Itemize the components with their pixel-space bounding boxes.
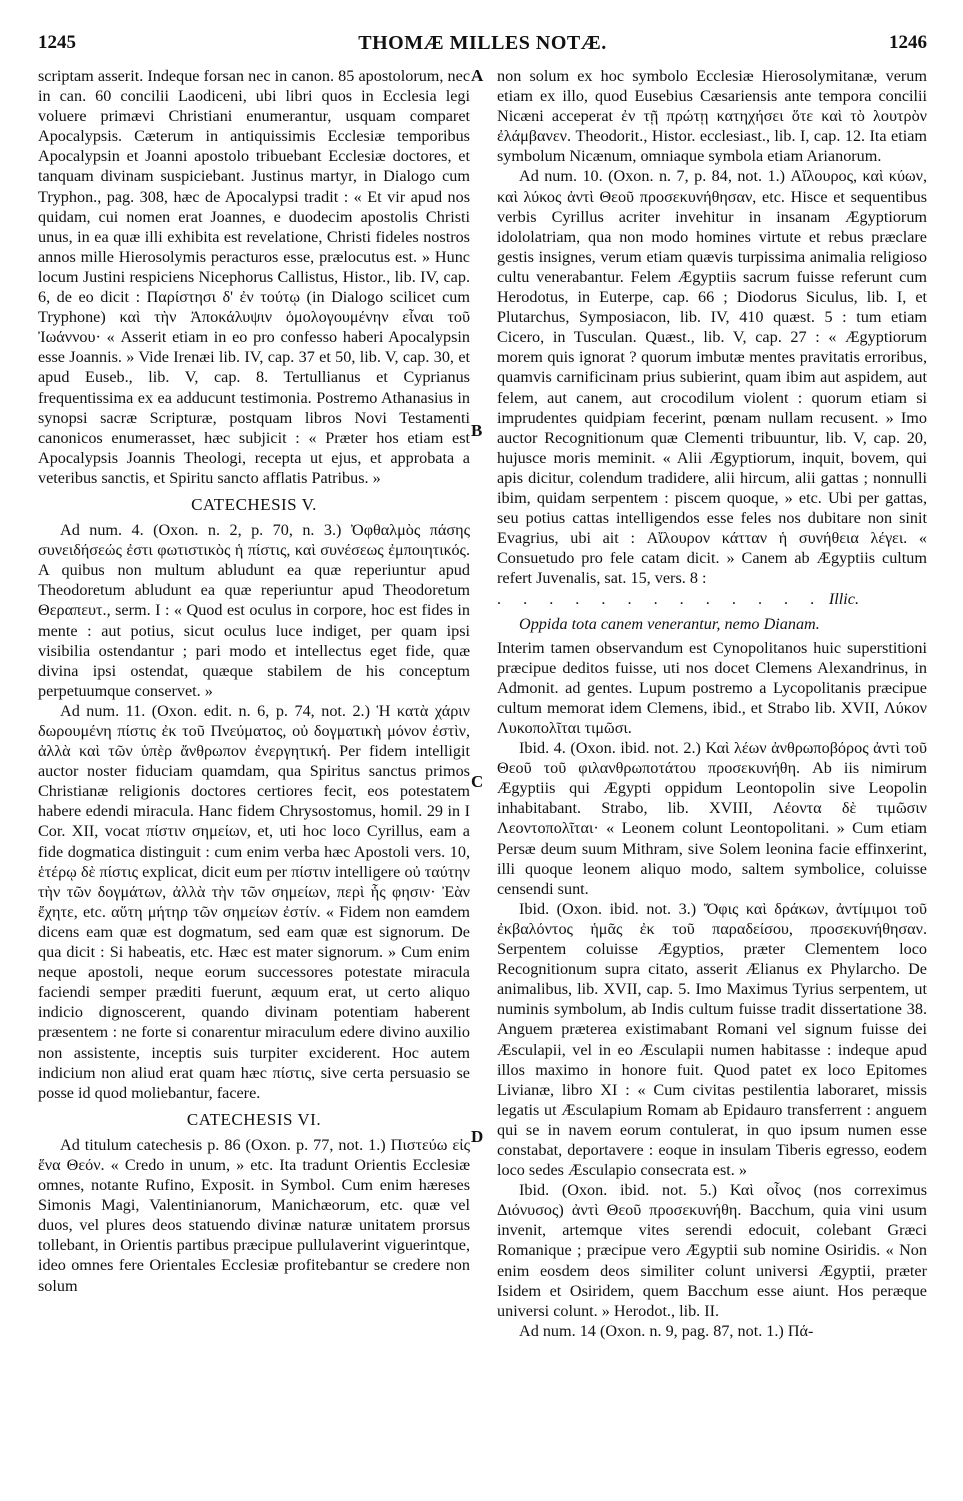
section-heading: CATECHESIS V. [191, 494, 317, 514]
running-title: THOMÆ MILLES NOTÆ. [358, 32, 607, 54]
margin-letter-a: A [471, 66, 484, 85]
margin-letter-b: B [471, 421, 483, 440]
page-header [38, 32, 927, 58]
margin-letter-c: C [471, 772, 484, 791]
verse-quote: Oppida tota canem venerantur, nemo Dianam. [519, 614, 820, 633]
paragraph: non solum ex hoc symbolo Ecclesiæ Hierosolymitanæ, verum etiam ex illo, quod Eusebius Cæsariensis ante tempora concilii Nicæni acceperat ἐν τῇ πρώτῃ κατηχήσει ὅτε καὶ τὸ λουτρὸν ἐλάμβανεν. Theodorit., Histor. ecclesiast., lib. I, cap. 12. Ita etiam symbolum Nicænum, omniaque symbola etiam Arianorum. [497, 67, 927, 166]
margin-letter-d: D [471, 1127, 484, 1146]
paragraph: Ad num. 10. (Oxon. n. 7, p. 84, not. 1.) Αἴλουρος, καὶ κύων, καὶ λύκος ἀντὶ Θεοῦ προσεκυνήθησαν, etc. Hisce et sequentibus verbis Cyrillus acriter invehitur in insanam Ægyptiorum idololatriam, qua non modo homines virtute et rebus præclare gestis insignes, verum etiam quævis turpissima animalia religioso cultu venerabantur. Felem Ægyptiis sacrum fuisse referunt cum Herodotus, in Euterpe, cap. 66 ; Diodorus Siculus, lib. I, et Plutarchus, Symposiacon, lib. IV, 410 quæst. 5 : tum etiam Cicero, in Tusculan. Quæst., lib. V, cap. 27 : « Ægyptiorum morem quis ignorat ? quorum imbutæ mentes pravitatis erroribus, quamvis carnificinam prius subierint, quam ibim aut aspidem, aut felem, aut canem, aut crocodilum violent : quorum etiam si imprudentes quidpiam fecerint, pœnam nullam recusent. » Imo auctor Recognitionum quæ Clementi tribuuntur, lib. V, cap. 20, hujusce moris meminit. « Alii Ægyptiorum, inquit, bovem, qui apis dicitur, colendum tradidere, alii hircum, alii gattas ; nonnulli ibim, quidam serpentem : piscem quoque, » etc. Ubi per gattas, seu potius cattas intelligendos esse feles nos dubitare non sinit Evagrius, ubi ait : Αἴλουρον κάτταν ἡ συνήθεια λέγει. « Consuetudo pro fele catam dicit. » Canem ab Ægyptiis cultum refert Juvenalis, sat. 15, vers. 8 : [497, 167, 927, 588]
paragraph: Ibid. 4. (Oxon. ibid. not. 2.) Καὶ λέων ἀνθρωποβόρος ἀντὶ τοῦ Θεοῦ τοῦ φιλανθρωποτάτου προσεκυνήθη. Ab iis nimirum Ægyptiis qui Ægypti oppidum Leontopolin sive Leopolin inhabitabant. Strabo, lib. XVIII, Λέοντα δὲ τιμῶσιν Λεοντοπολῖται· « Leonem colunt Leontopolitani. » Cum etiam Persæ deum suum Mithram, sive Solem leonina facie effinxerint, illi quoque leonem aliquo modo, saltem symbolice, coluisse censendi sunt. [497, 739, 927, 898]
section-heading: CATECHESIS VI. [186, 1109, 322, 1129]
paragraph: Interim tamen observandum est Cynopolitanos huic superstitioni præcipue deditos fuisse, uti nos docet Clemens Alexandrinus, in Admonit. ad gentes. Lupum postremo a Lycopolitanis præcipue cultum memorat idem Clemens, ibid., et Strabo lib. XVII, Λύκον Λυκοπολῖται τιμῶσι. [497, 638, 927, 737]
ellipsis-line [497, 589, 927, 609]
paragraph: Ad num. 4. (Oxon. n. 2, p. 70, n. 3.) Ὀφθαλμὸς πάσης συνειδήσεώς ἐστι φωτιστικὸς ἡ πίστις, καὶ συνέσεως ἐμποιητικός. A quibus non multum abludunt ea quæ reperiuntur apud Theodoretum abludunt ea quæ reperiuntur apud Theodoretum Θεραπευτ., serm. I : « Quod est oculus in corpore, hoc est fides in mente : aut potius, sicut oculus luce indiget, per quam ipsi visibilia ostendantur ; pari modo et intellectus eget fide, quæ divina ipsi ostendat, quæque stabilem de his conceptum perpetuumque conservet. » [38, 521, 470, 700]
paragraph: Ibid. (Oxon. ibid. not. 5.) Καὶ οἶνος (nos correximus Διόνυσος) ἀντὶ Θεοῦ προσεκυνήθη. Bacchum, quia vini usum invenit, artemque vites serendi edocuit, colebant Græci Romanique ; præcipue vero Ægyptii sub nomine Osiridis. « Non enim eosdem deos similiter colunt universi Ægyptii, præter Isidem et Osiridem, quem Bacchum esse aiunt. Hos peræque universi colunt. » Herodot., lib. II. [497, 1181, 927, 1320]
right-column [497, 66, 927, 1496]
left-page-number: 1245 [38, 32, 76, 53]
paragraph: Ad num. 11. (Oxon. edit. n. 6, p. 74, not. 2.) Ἡ κατὰ χάριν δωρουμένη πίστις ἐκ τοῦ Πνεύματος, οὐ δογματικὴ μόνον ἐστὶν, ἀλλὰ καὶ τῶν ὑπὲρ ἄνθρωπον ἐνεργητική. Per fidem intelligit auctor noster fiduciam quamdam, qua Spiritus sanctus primos Christianæ religionis doctores certiores fecit, eos potestatem habere edendi miracula. Hanc fidem Chrysostomus, homil. 29 in I Cor. XII, vocat πίστιν σημείων, et, uti hoc loco Cyrillus, eam a fide dogmatica distinguit : cum enim verba hæc Apostoli vers. 10, ἑτέρῳ δὲ πίστις explicat, dicit eum per πίστιν intelligere οὐ ταύτην τὴν τῶν δογμάτων, ἀλλὰ τὴν τῶν σημείων, περὶ ἧς φησιν· Ἐὰν ἔχητε, etc. αὕτη μήτηρ τῶν σημείων ἐστίν. « Fidem non eamdem dicens eam quæ est dogmatum, sed eam quæ est signorum. De qua dicit : Si habeatis, etc. Hæc est mater signorum. » Cum enim neque apostoli, neque eorum successores potestate miracula faciendi semper præditi fuerunt, æquum erat, ut certo aliquo indicio dignoscerent, quando divinam potentiam haberent præsentem : ne forte si conarentur miraculum edere divino auxilio non assistente, inceptis suis turpiter exciderent. Hoc autem indicium non aliud erat quam hæc πίστις, sive certa persuasio se posse id quod moliebantur, facere. [38, 701, 470, 1102]
paragraph: Ibid. (Oxon. ibid. not. 3.) Ὄφις καὶ δράκων, ἀντίμιμοι τοῦ ἐκβαλόντος ἡμᾶς ἐκ τοῦ παραδείσου, προσεκυνήθησαν. Serpentem coluisse Ægyptios, præter Clementem loco Recognitionum supra citato, asserit Ælianus ex Phylarcho. De animalibus, lib. XVII, cap. 5. Imo Maximus Tyrius serpentem, ut numinis symbolum, ab Indis cultum fuisse tradit dissertatione 38. Anguem præterea existimabant Romani vel signum fuisse dei Æsculapii, vel in eo Æsculapii numen habitasse : indeque apud illos maximo in honore fuit. Quod patet ex loco Epitomes Livianæ, libro XI : « Cum civitas pestilentia laboraret, missis legatis ut Æsculapium Romam ab Epidauro transferrent : anguem qui se in navem eorum contulerat, in quo ipsum numen esse constabat, deportavere : eoque in insulam Tiberis egresso, eodem loco sedes Æsculapio consecrata est. » [497, 899, 927, 1180]
verse-fragment: Illic. [828, 590, 859, 609]
paragraph: scriptam asserit. Indeque forsan nec in canon. 85 apostolorum, nec in can. 60 concilii Laodiceni, ubi libri quos in Ecclesia legi voluere primævi Christiani enumerantur, usquam comparet Apocalypsis. Cæterum in antiquissimis Ecclesiæ temporibus Apocalypsin et Joanni apostolo tribuebant Ecclesiæ doctores, et tanquam divinam suspiciebant. Justinus martyr, in Dialogo cum Tryphon., pag. 308, hæc de Apocalypsi tradit : « Et vir apud nos quidam, cui nomen erat Joannes, e duodecim apostolis Christi unus, in ea quæ illi exhibita est revelatione, Christi fideles nostros annos mille Hierosolymis peracturos esse, prælocutus est. » Hunc locum Justini respiciens Nicephorus Callistus, Histor., lib. IV, cap. 6, de eo dicit : Παρίστησι δ' ἐν τούτῳ (in Dialogo scilicet cum Tryphone) καὶ τὴν Ἀποκάλυψιν ὁμολογουμένην εἶναι τοῦ Ἰωάννου· « Asserit etiam in eo pro confesso haberi Apocalypsin esse Joannis. » Vide Irenæi lib. IV, cap. 37 et 50, lib. V, cap. 30, et apud Euseb., lib. V, cap. 8. Tertullianus et Cyprianus frequentissima ex ea adducunt testimonia. Postremo Athanasius in synopsi sacræ Scripturæ, postquam libros Novi Testamenti canonicos enumerasset, hæc subjicit : « Præter hos etiam est Apocalypsis Joannis Theologi, recepta ut ejus, et approbata a veteribus sanctis, et Spiritu sancto afflatis Patribus. » [38, 67, 470, 487]
dots: . . . . . . . . . . . . . [497, 590, 824, 609]
paragraph: Ad titulum catechesis p. 86 (Oxon. p. 77, not. 1.) Πιστεύω εἰς ἕνα Θεόν. « Credo in unum, » etc. Ita tradunt Orientis Ecclesiæ omnes, notante Rufino, Exposit. in Symbol. Cum enim hæreses Simonis Magi, Valentinianorum, Manichæorum, etc. quæ vel duos, vel plures deos statuendo divinæ naturæ unitatem prorsus tollebant, in Orientis partibus præcipue pullulaverint viguerintque, ideo omnes fere Orientales Ecclesiæ profitebantur se credere non solum [38, 1135, 470, 1295]
right-page-number: 1246 [889, 32, 927, 53]
left-column [38, 66, 470, 1496]
paragraph: Ad num. 14 (Oxon. n. 9, pag. 87, not. 1.) Πά- [519, 1321, 814, 1340]
